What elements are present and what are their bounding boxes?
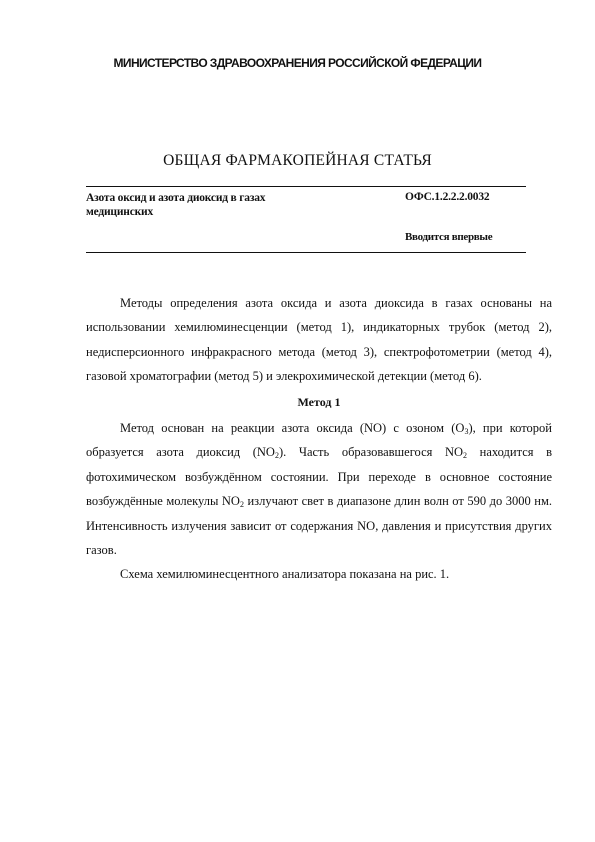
text-fragment: излучают свет в диапазоне длин волн от 590 до 3000 нм. Интенсивность излучения зависит от содержания NO, давления и присутствия других газов. xyxy=(86,494,552,558)
method-1-heading: Метод 1 xyxy=(297,394,341,409)
subscript: 3 xyxy=(464,427,469,437)
subscript: 2 xyxy=(239,500,244,510)
subscript: 2 xyxy=(274,451,279,461)
text-fragment: ). Часть образовавшегося NO xyxy=(278,445,464,460)
article-body xyxy=(86,291,552,587)
intro-paragraph: Методы определения азота оксида и азота диоксида в газах основаны на использовании хемилюминесценции (метод 1), индикаторных трубок (метод 2), недисперсионного инфракрасного метода (метод 3), спектрофотометрии (метод 4), газовой хроматографии (метод 5) и элекрохимической детекции (метод 6). xyxy=(86,296,552,384)
subscript: 2 xyxy=(463,451,468,461)
header-bottom-rule xyxy=(86,252,526,253)
header-top-rule xyxy=(86,186,526,187)
ministry-heading: МИНИСТЕРСТВО ЗДРАВООХРАНЕНИЯ РОССИЙСКОЙ ФЕДЕРАЦИИ xyxy=(113,56,482,70)
text-fragment: находится в фотохимическом возбуждённом состоянии. При переходе в основное состояние возбуждённые молекулы NO xyxy=(86,445,552,509)
text-fragment: ), при которой образуется азота диоксид (NO xyxy=(86,421,553,460)
article-subject: Азота оксид и азота диоксид в газах медицинских xyxy=(86,192,266,218)
analyzer-scheme-reference: Схема хемилюминесцентного анализатора показана на рис. 1. xyxy=(120,567,450,582)
document-type-title: ОБЩАЯ ФАРМАКОПЕЙНАЯ СТАТЬЯ xyxy=(163,152,432,169)
introduction-note: Вводится впервые xyxy=(405,231,493,243)
method-1-description xyxy=(86,416,552,562)
article-code: ОФС.1.2.2.2.0032 xyxy=(405,191,490,203)
text-fragment: Метод основан на реакции азота оксида (NO) с озоном (O xyxy=(120,421,465,436)
